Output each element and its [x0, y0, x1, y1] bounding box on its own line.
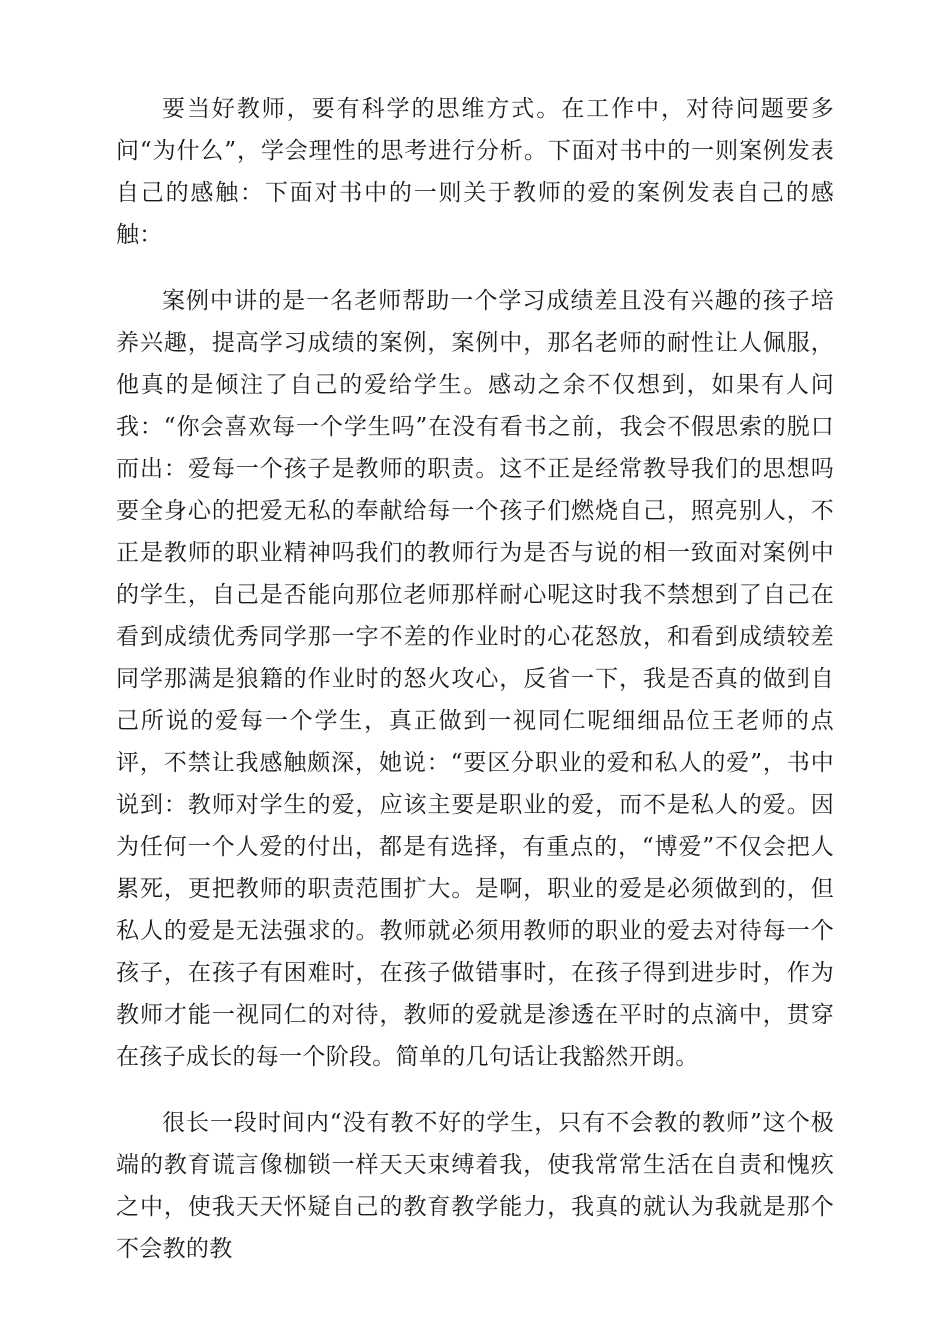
document-body — [116, 88, 834, 1294]
paragraph-reflection: 很长一段时间内“没有教不好的学生，只有不会教的教师”这个极端的教育谎言像枷锁一样天天束缚着我，使我常常生活在自责和愧疚之中，使我天天怀疑自己的教育教学能力，我真的就认为我就是那个不会教的教 — [116, 1110, 834, 1262]
paragraph-intro: 要当好教师，要有科学的思维方式。在工作中，对待问题要多问“为什么”，学会理性的思考进行分析。下面对书中的一则案例发表自己的感触：下面对书中的一则关于教师的爱的案例发表自己的感触： — [116, 96, 834, 248]
paragraph-case: 案例中讲的是一名老师帮助一个学习成绩差且没有兴趣的孩子培养兴趣，提高学习成绩的案例，案例中，那名老师的耐性让人佩服，他真的是倾注了自己的爱给学生。感动之余不仅想到，如果有人问我：“你会喜欢每一个学生吗”在没有看书之前，我会不假思索的脱口而出：爱每一个孩子是教师的职责。这不正是经常教导我们的思想吗要全身心的把爱无私的奉献给每一个孩子们燃烧自己，照亮别人，不正是教师的职业精神吗我们的教师行为是否与说的相一致面对案例中的学生，自己是否能向那位老师那样耐心呢这时我不禁想到了自己在看到成绩优秀同学那一字不差的作业时的心花怒放，和看到成绩较差同学那满是狼籍的作业时的怒火攻心，反省一下，我是否真的做到自己所说的爱每一个学生，真正做到一视同仁呢细细品位王老师的点评，不禁让我感触颇深，她说：“要区分职业的爱和私人的爱”，书中说到：教师对学生的爱，应该主要是职业的爱，而不是私人的爱。因为任何一个人爱的付出，都是有选择，有重点的，“博爱”不仅会把人累死，更把教师的职责范围扩大。是啊，职业的爱是必须做到的，但私人的爱是无法强求的。教师就必须用教师的职业的爱去对待每一个孩子，在孩子有困难时，在孩子做错事时，在孩子得到进步时，作为教师才能一视同仁的对待，教师的爱就是渗透在平时的点滴中，贯穿在孩子成长的每一个阶段。简单的几句话让我豁然开朗。 — [116, 288, 834, 1070]
